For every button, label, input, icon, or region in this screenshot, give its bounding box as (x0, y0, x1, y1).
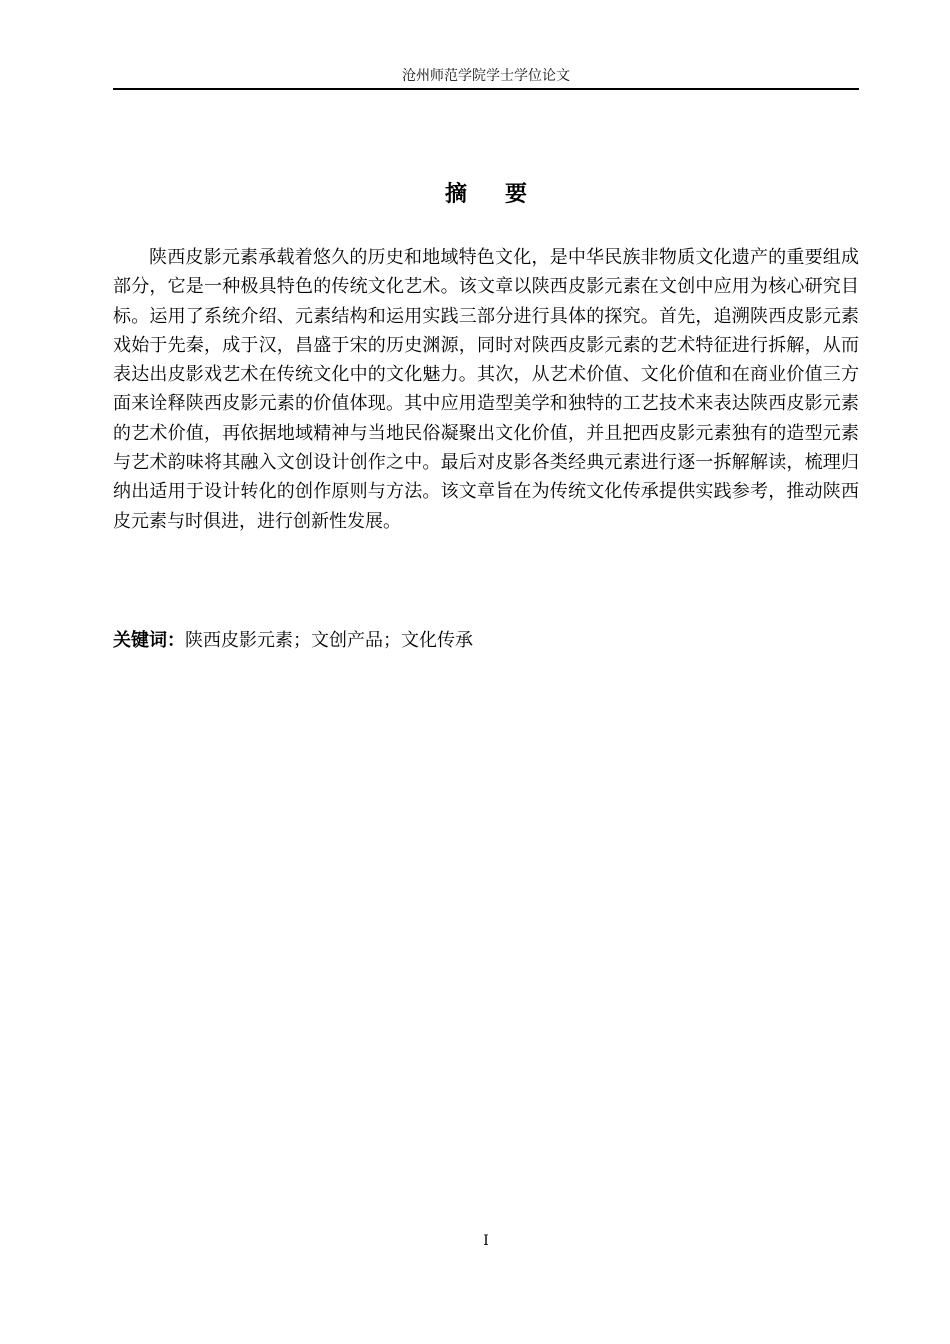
abstract-body: 陕西皮影元素承载着悠久的历史和地域特色文化，是中华民族非物质文化遗产的重要组成部分，它是一种极具特色的传统文化艺术。该文章以陕西皮影元素在文创中应用为核心研究目标。运用了系统介绍、元素结构和运用实践三部分进行具体的探究。首先，追溯陕西皮影元素戏始于先秦，成于汉，昌盛于宋的历史渊源，同时对陕西皮影元素的艺术特征进行拆解，从而表达出皮影戏艺术在传统文化中的文化魅力。其次，从艺术价值、文化价值和在商业价值三方面来诠释陕西皮影元素的价值体现。其中应用造型美学和独特的工艺技术来表达陕西皮影元素的艺术价值，再依据地域精神与当地民俗凝聚出文化价值，并且把西皮影元素独有的造型元素与艺术韵味将其融入文创设计创作之中。最后对皮影各类经典元素进行逐一拆解解读，梳理归纳出适用于设计转化的创作原则与方法。该文章旨在为传统文化传承提供实践参考，推动陕西皮元素与时俱进，进行创新性发展。 (113, 247, 859, 532)
abstract-heading: 摘要 (444, 182, 565, 207)
page-number: I (483, 1233, 489, 1249)
header-divider (113, 88, 859, 90)
keywords-label: 关键词： (113, 630, 185, 651)
running-header: 沧州师范学院学士学位论文 (402, 68, 570, 84)
keywords-line (113, 627, 859, 655)
keywords-value: 陕西皮影元素；文创产品；文化传承 (185, 630, 473, 651)
